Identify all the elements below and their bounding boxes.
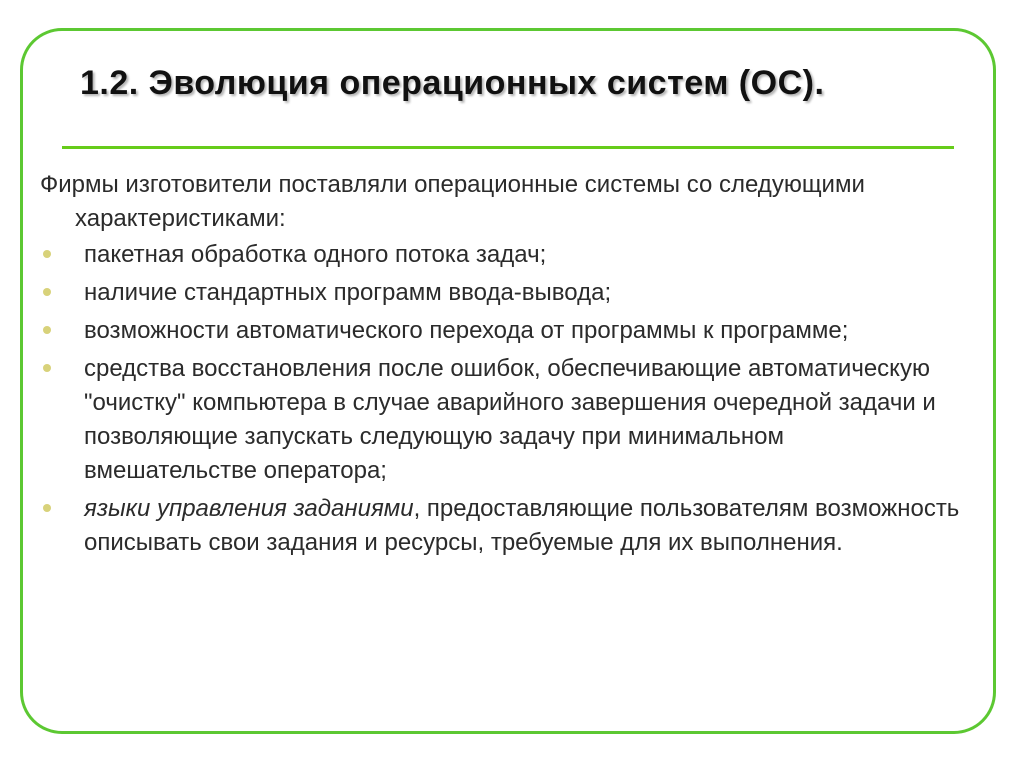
bullet-text: пакетная обработка одного потока задач; [84,241,547,268]
bullet-text: средства восстановления после ошибок, обеспечивающие автоматическую "очистку" компьютера в случае аварийного завершения очередной задачи и позволяющие запускать следующую задачу при минимальном вмешательстве оператора; [84,355,936,484]
bullet-dot-icon [43,364,51,372]
title-underline [62,146,954,149]
bullet-item [40,238,960,272]
bullet-dot-icon [43,504,51,512]
bullet-dot-icon [43,326,51,334]
bullet-dot-icon [43,288,51,296]
slide-title: 1.2. Эволюция операционных систем (ОС). [80,64,825,102]
bullet-text: возможности автоматического перехода от программы к программе; [84,317,849,344]
bullet-text: наличие стандартных программ ввода-вывода; [84,279,612,306]
bullet-item [40,276,960,310]
bullet-list [40,238,960,560]
slide-body [40,168,960,564]
bullet-item [40,314,960,348]
bullet-italic-term: языки управления заданиями [84,495,414,522]
bullet-dot-icon [43,250,51,258]
bullet-item [40,492,960,560]
intro-paragraph: Фирмы изготовители поставляли операционные системы со следующими характеристиками: [40,171,865,232]
bullet-text: , предоставляющие пользователям возможность описывать свои задания и ресурсы, требуемые для их выполнения. [84,495,960,556]
bullet-item [40,352,960,488]
